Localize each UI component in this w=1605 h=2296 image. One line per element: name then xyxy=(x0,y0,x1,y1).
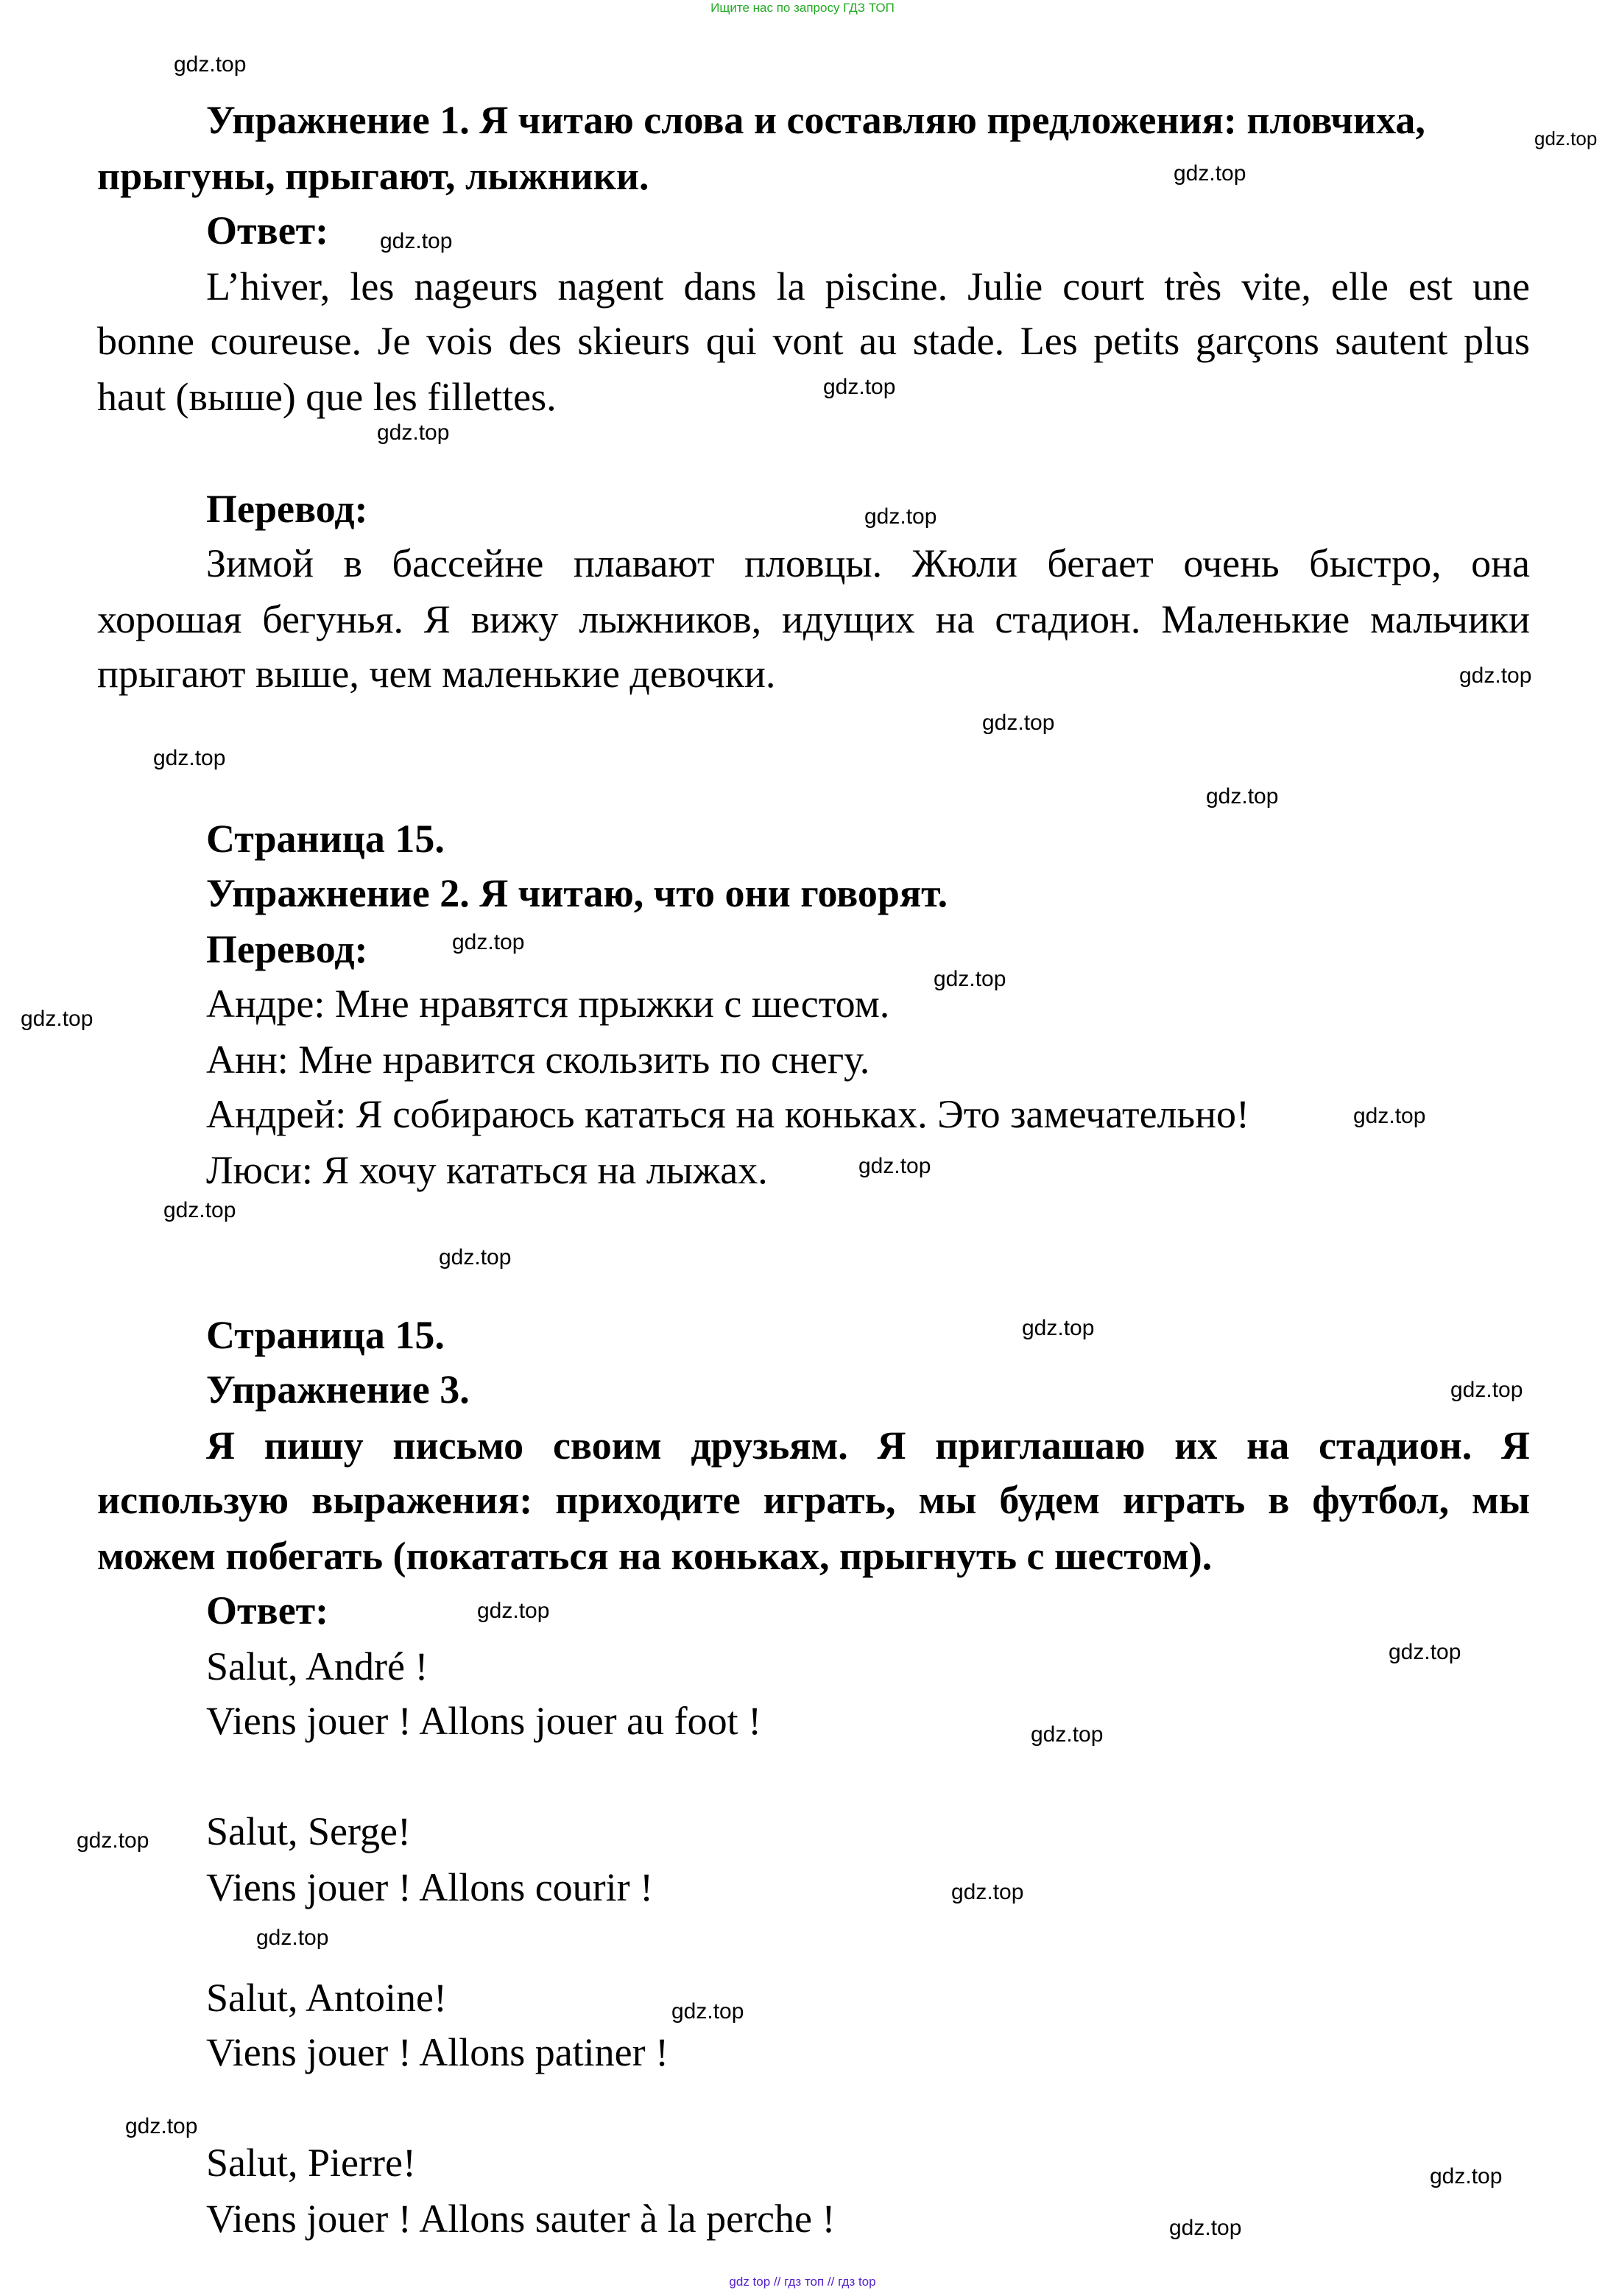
exercise1-translation-line: Зимой в бассейне плавают пловцы. Жюли бегает очень быстро, она xyxy=(206,541,1530,585)
watermark: gdz.top xyxy=(1353,1104,1426,1128)
exercise1-answer-label: Ответ: xyxy=(206,208,329,253)
exercise1-title-line1: Упражнение 1. Я читаю слова и составляю предложения: пловчиха, xyxy=(206,98,1425,142)
watermark: gdz.top xyxy=(1206,784,1279,809)
exercise2-title: Упражнение 2. Я читаю, что они говорят. xyxy=(206,871,948,915)
letter-greeting: Salut, Antoine! xyxy=(206,1976,447,2020)
letter-greeting: Salut, André ! xyxy=(206,1644,428,1688)
letter-body: Viens jouer ! Allons courir ! xyxy=(206,1865,654,1909)
watermark: gdz.top xyxy=(174,52,247,77)
watermark: gdz.top xyxy=(934,967,1006,991)
letter-greeting: Salut, Pierre! xyxy=(206,2141,416,2185)
watermark: gdz.top xyxy=(1031,1722,1104,1747)
watermark: gdz.top xyxy=(858,1154,931,1178)
exercise2-dialogue-line: Андре: Мне нравятся прыжки с шестом. xyxy=(206,982,890,1026)
watermark: gdz.top xyxy=(153,746,226,770)
watermark: gdz.top xyxy=(1389,1640,1461,1664)
footer-links: gdz top // гдз топ // гдз top xyxy=(729,2275,876,2289)
exercise3-task-line: использую выражения: приходите играть, мы будем играть в футбол, мы xyxy=(97,1478,1530,1522)
exercise1-translation-line: хорошая бегунья. Я вижу лыжников, идущих на стадион. Маленькие мальчики xyxy=(97,597,1530,641)
letter-body: Viens jouer ! Allons patiner ! xyxy=(206,2030,669,2074)
letter-body: Viens jouer ! Allons jouer au foot ! xyxy=(206,1699,762,1743)
watermark: gdz.top xyxy=(452,930,525,954)
watermark: gdz.top xyxy=(1169,2216,1242,2240)
watermark: gdz.top xyxy=(125,2114,198,2138)
exercise3-answer-label: Ответ: xyxy=(206,1588,329,1633)
watermark: gdz.top xyxy=(1459,663,1532,688)
watermark: gdz.top xyxy=(982,711,1055,735)
watermark: gdz.top xyxy=(1174,161,1246,186)
watermark: gdz.top xyxy=(256,1926,329,1950)
letter-body: Viens jouer ! Allons sauter à la perche ! xyxy=(206,2197,836,2241)
watermark: gdz.top xyxy=(1430,2164,1503,2188)
watermark: gdz.top xyxy=(377,420,450,445)
watermark: gdz.top xyxy=(951,1880,1024,1904)
top-notice: Ищите нас по запросу ГДЗ ТОП xyxy=(710,1,895,15)
exercise1-answer-line: bonne coureuse. Je vois des skieurs qui vont au stade. Les petits garçons sautent plus xyxy=(97,319,1530,363)
watermark: gdz.top xyxy=(77,1828,149,1853)
exercise2-dialogue-line: Люси: Я хочу кататься на лыжах. xyxy=(206,1148,768,1192)
watermark: gdz.top xyxy=(1022,1316,1095,1340)
exercise1-translation-line: прыгают выше, чем маленькие девочки. xyxy=(97,652,776,696)
watermark: gdz.top xyxy=(439,1245,512,1270)
watermark: gdz.top xyxy=(21,1007,94,1031)
exercise3-task-line: можем побегать (покататься на коньках, прыгнуть с шестом). xyxy=(97,1534,1213,1578)
watermark: gdz.top xyxy=(1534,127,1598,149)
exercise2-translation-label: Перевод: xyxy=(206,927,368,971)
watermark: gdz.top xyxy=(163,1198,236,1222)
exercise3-task-line: Я пишу письмо своим друзьям. Я приглашаю их на стадион. Я xyxy=(206,1423,1530,1468)
exercise1-answer-line: L’hiver, les nageurs nagent dans la piscine. Julie court très vite, elle est une xyxy=(206,264,1530,309)
watermark: gdz.top xyxy=(477,1599,550,1623)
exercise1-title-line2: прыгуны, прыгают, лыжники. xyxy=(97,154,649,198)
exercise2-dialogue-line: Анн: Мне нравится скользить по снегу. xyxy=(206,1038,870,1082)
watermark: gdz.top xyxy=(1450,1378,1523,1402)
watermark: gdz.top xyxy=(380,229,453,253)
exercise2-page-label: Страница 15. xyxy=(206,817,445,861)
letter-greeting: Salut, Serge! xyxy=(206,1809,411,1853)
exercise3-page-label: Страница 15. xyxy=(206,1313,445,1357)
exercise1-answer-line: haut (выше) que les fillettes. xyxy=(97,375,557,419)
exercise3-title: Упражнение 3. xyxy=(206,1367,470,1412)
exercise1-translation-label: Перевод: xyxy=(206,487,368,531)
watermark: gdz.top xyxy=(671,1999,744,2024)
watermark: gdz.top xyxy=(864,504,937,529)
exercise2-dialogue-line: Андрей: Я собираюсь кататься на коньках. Это замечательно! xyxy=(206,1092,1249,1136)
watermark: gdz.top xyxy=(823,375,896,399)
